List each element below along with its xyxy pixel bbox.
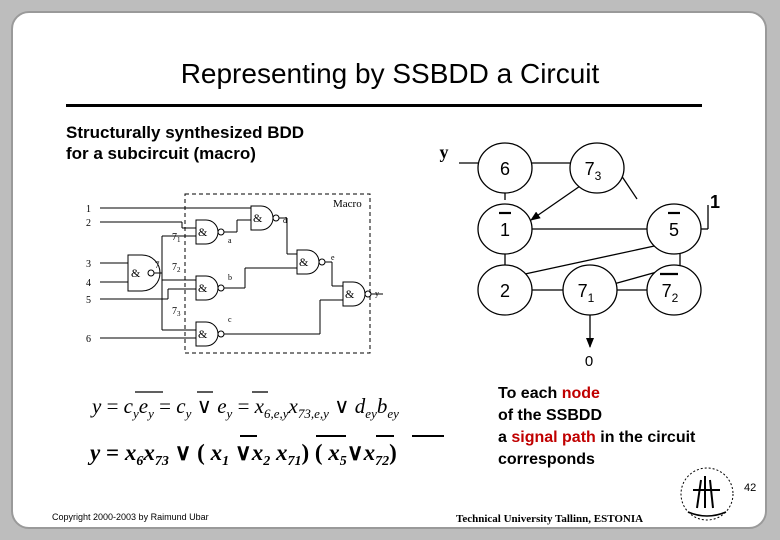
gate-y-symbol: &: [345, 287, 355, 301]
note-highlight-node: node: [561, 385, 600, 402]
gate-73-symbol: &: [198, 327, 208, 341]
ssbdd-terminal-0: 0: [584, 353, 594, 370]
gate-e-symbol: &: [299, 255, 309, 269]
copyright-text: Copyright 2000-2003 by Raimund Ubar: [52, 512, 209, 522]
ssbdd-node-73-label: $7_3$: [584, 159, 602, 183]
ssbdd-node-1-label: 1: [499, 220, 511, 240]
slide-title: Representing by SSBDD a Circuit: [180, 58, 600, 89]
ssbdd-node-72-label: $7_2$: [661, 281, 679, 305]
ssbdd-node-5-label: 5: [668, 220, 680, 240]
branch-73-label: $7_3$: [172, 306, 181, 318]
ssbdd-root-label: y: [439, 142, 449, 162]
branch-72-label: $7_2$: [172, 262, 181, 274]
subtitle-line1: Structurally synthesized BDD: [66, 123, 305, 142]
university-footer: Technical University Tallinn, ESTONIA: [456, 513, 644, 525]
circuit-input-1: 1: [86, 204, 91, 215]
net-c-label: c: [228, 315, 232, 324]
branch-7-label: 7: [155, 260, 160, 270]
circuit-input-5: 5: [86, 295, 91, 306]
net-a-label: a: [228, 236, 232, 245]
circuit-input-2: 2: [86, 218, 91, 229]
net-d-label: d: [283, 216, 287, 225]
correspondence-note: To each node of the SSBDD a signal path in the circuit corresponds: [498, 385, 696, 468]
circuit-input-3: 3: [86, 259, 91, 270]
equation-1: $y = c_ye_y = c_y$ ∨ $e_y = x_{6,e,y}x_{73,e,y}$ ∨ $d_{ey}b_{ey}$: [92, 394, 399, 421]
circuit-input-4: 4: [86, 278, 91, 289]
gate-d-symbol: &: [253, 211, 263, 225]
net-e-label: e: [331, 253, 335, 262]
circuit-input-6: 6: [86, 334, 91, 345]
equation-2: $y = x_6x_{73}$ ∨ ( $x_1$ $\vee x_2$ $x_{71}$) ( $x_5\vee x_{72}$): [90, 440, 397, 469]
gate-72-symbol: &: [198, 281, 208, 295]
ssbdd-node-6-label: 6: [499, 159, 511, 179]
page-number: 42: [744, 482, 757, 494]
subtitle-line2: for a subcircuit (macro): [66, 144, 256, 163]
gate-71-symbol: &: [198, 225, 208, 239]
branch-71-label: $7_1$: [172, 232, 181, 244]
output-y-label: y: [375, 289, 379, 298]
note-highlight-signal-path: signal path: [511, 429, 596, 446]
ssbdd-node-71-label: $7_1$: [577, 281, 595, 305]
ssbdd-node-2-label: 2: [499, 281, 511, 301]
gate-7-symbol: &: [131, 266, 141, 280]
net-b-label: b: [228, 273, 232, 282]
macro-label: Macro: [333, 198, 362, 210]
ssbdd-terminal-1: 1: [709, 192, 721, 212]
